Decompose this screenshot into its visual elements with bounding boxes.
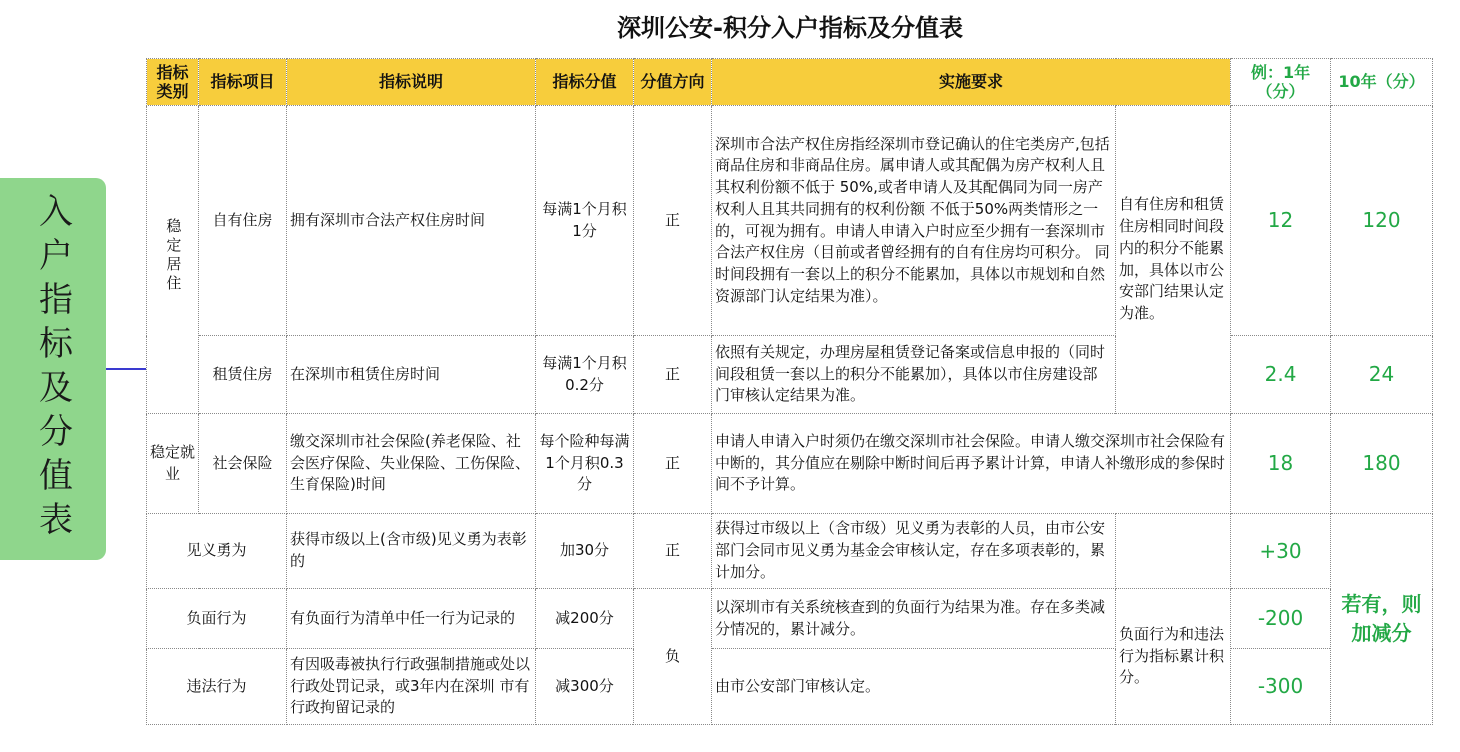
housing-note: 自有住房和租赁住房相同时间段内的积分不能累加，具体以市公安部门结果认定为准。	[1116, 106, 1231, 414]
table-row-own-housing	[147, 106, 1433, 336]
desc-social-insurance: 缴交深圳市社会保险(养老保险、社会医疗保险、失业保险、工伤保险、生育保险)时间	[287, 414, 536, 514]
direction-brave: 正	[634, 514, 712, 589]
direction-own-housing: 正	[634, 106, 712, 336]
header-example-10yr: 10年（分）	[1331, 59, 1433, 106]
header-category: 指标类别	[147, 59, 199, 106]
header-direction: 分值方向	[634, 59, 712, 106]
requirement-social-insurance: 申请人申请入户时须仍在缴交深圳市社会保险。申请人缴交深圳市社会保险有中断的，其分值应在剔除中断时间后再予累计计算，申请人补缴形成的参保时间不予计算。	[712, 414, 1231, 514]
direction-negative: 负	[634, 589, 712, 725]
table-row-rent-housing	[147, 336, 1433, 414]
header-row	[147, 59, 1433, 106]
direction-social-insurance: 正	[634, 414, 712, 514]
desc-brave: 获得市级以上(含市级)见义勇为表彰的	[287, 514, 536, 589]
page-title: 深圳公安-积分入户指标及分值表	[617, 14, 963, 42]
category-housing	[147, 106, 199, 414]
category-job: 稳定就业	[147, 414, 199, 514]
item-own-housing: 自有住房	[199, 106, 287, 336]
item-brave: 见义勇为	[147, 514, 287, 589]
item-negative: 负面行为	[147, 589, 287, 649]
requirement-brave: 获得过市级以上（含市级）见义勇为表彰的人员，由市公安部门会同市见义勇为基金会审核认定，存在多项表彰的，累计加分。	[712, 514, 1116, 589]
ex10-own-housing: 120	[1331, 106, 1433, 336]
requirement-negative: 以深圳市有关系统核查到的负面行为结果为准。存在多类减分情况的，累计减分。	[712, 589, 1116, 649]
side-label-text: 入户指标及分值表	[32, 193, 73, 545]
header-requirement: 实施要求	[712, 59, 1231, 106]
score-social-insurance: 每个险种每满1个月积0.3分	[536, 414, 634, 514]
item-rent-housing: 租赁住房	[199, 336, 287, 414]
ex1-own-housing: 12	[1231, 106, 1331, 336]
category-housing-text: 稳定居住	[164, 218, 183, 295]
direction-rent-housing: 正	[634, 336, 712, 414]
requirement-rent-housing: 依照有关规定，办理房屋租赁登记备案或信息申报的（同时间段租赁一套以上的积分不能累加），具体以市住房建设部门审核认定结果为准。	[712, 336, 1116, 414]
requirement-illegal: 由市公安部门审核认定。	[712, 649, 1116, 725]
ex10-rent-housing: 24	[1331, 336, 1433, 414]
header-item: 指标项目	[199, 59, 287, 106]
penalty-note: 负面行为和违法行为指标累计积分。	[1116, 589, 1231, 725]
ex1-social-insurance: 18	[1231, 414, 1331, 514]
table-row-negative	[147, 589, 1433, 649]
item-social-insurance: 社会保险	[199, 414, 287, 514]
score-own-housing: 每满1个月积1分	[536, 106, 634, 336]
score-illegal: 减300分	[536, 649, 634, 725]
ex10-bonus-note: 若有，则加减分	[1331, 514, 1433, 725]
note-brave-empty	[1116, 514, 1231, 589]
desc-negative: 有负面行为清单中任一行为记录的	[287, 589, 536, 649]
desc-own-housing: 拥有深圳市合法产权住房时间	[287, 106, 536, 336]
ex1-illegal: -300	[1231, 649, 1331, 725]
desc-illegal: 有因吸毒被执行行政强制措施或处以行政处罚记录，或3年内在深圳 市有行政拘留记录的	[287, 649, 536, 725]
side-label	[0, 178, 106, 560]
ex1-brave: +30	[1231, 514, 1331, 589]
header-desc: 指标说明	[287, 59, 536, 106]
connector-line	[106, 368, 146, 370]
ex10-social-insurance: 180	[1331, 414, 1433, 514]
score-table	[146, 58, 1433, 725]
table-row-brave	[147, 514, 1433, 589]
header-score: 指标分值	[536, 59, 634, 106]
table-row-social-insurance	[147, 414, 1433, 514]
ex1-rent-housing: 2.4	[1231, 336, 1331, 414]
ex1-negative: -200	[1231, 589, 1331, 649]
requirement-own-housing: 深圳市合法产权住房指经深圳市登记确认的住宅类房产,包括商品住房和非商品住房。属申请人或其配偶为房产权利人且其权利份额不低于 50%,或者申请人及其配偶同为同一房产权利人且其共同拥有的权利份额 不低于50%两类情形之一的，可视为拥有。申请人申请入户时应至少拥有一套深圳市合法产权住房（目前或者曾经拥有的自有住房均可积分。 同时间段拥有一套以上的积分不能累加，具体以市规划和自然资源部门认定结果为准）。	[712, 106, 1116, 336]
score-rent-housing: 每满1个月积0.2分	[536, 336, 634, 414]
score-brave: 加30分	[536, 514, 634, 589]
score-negative: 减200分	[536, 589, 634, 649]
item-illegal: 违法行为	[147, 649, 287, 725]
header-example-1yr: 例：1年（分）	[1231, 59, 1331, 106]
desc-rent-housing: 在深圳市租赁住房时间	[287, 336, 536, 414]
table-row-illegal	[147, 649, 1433, 725]
